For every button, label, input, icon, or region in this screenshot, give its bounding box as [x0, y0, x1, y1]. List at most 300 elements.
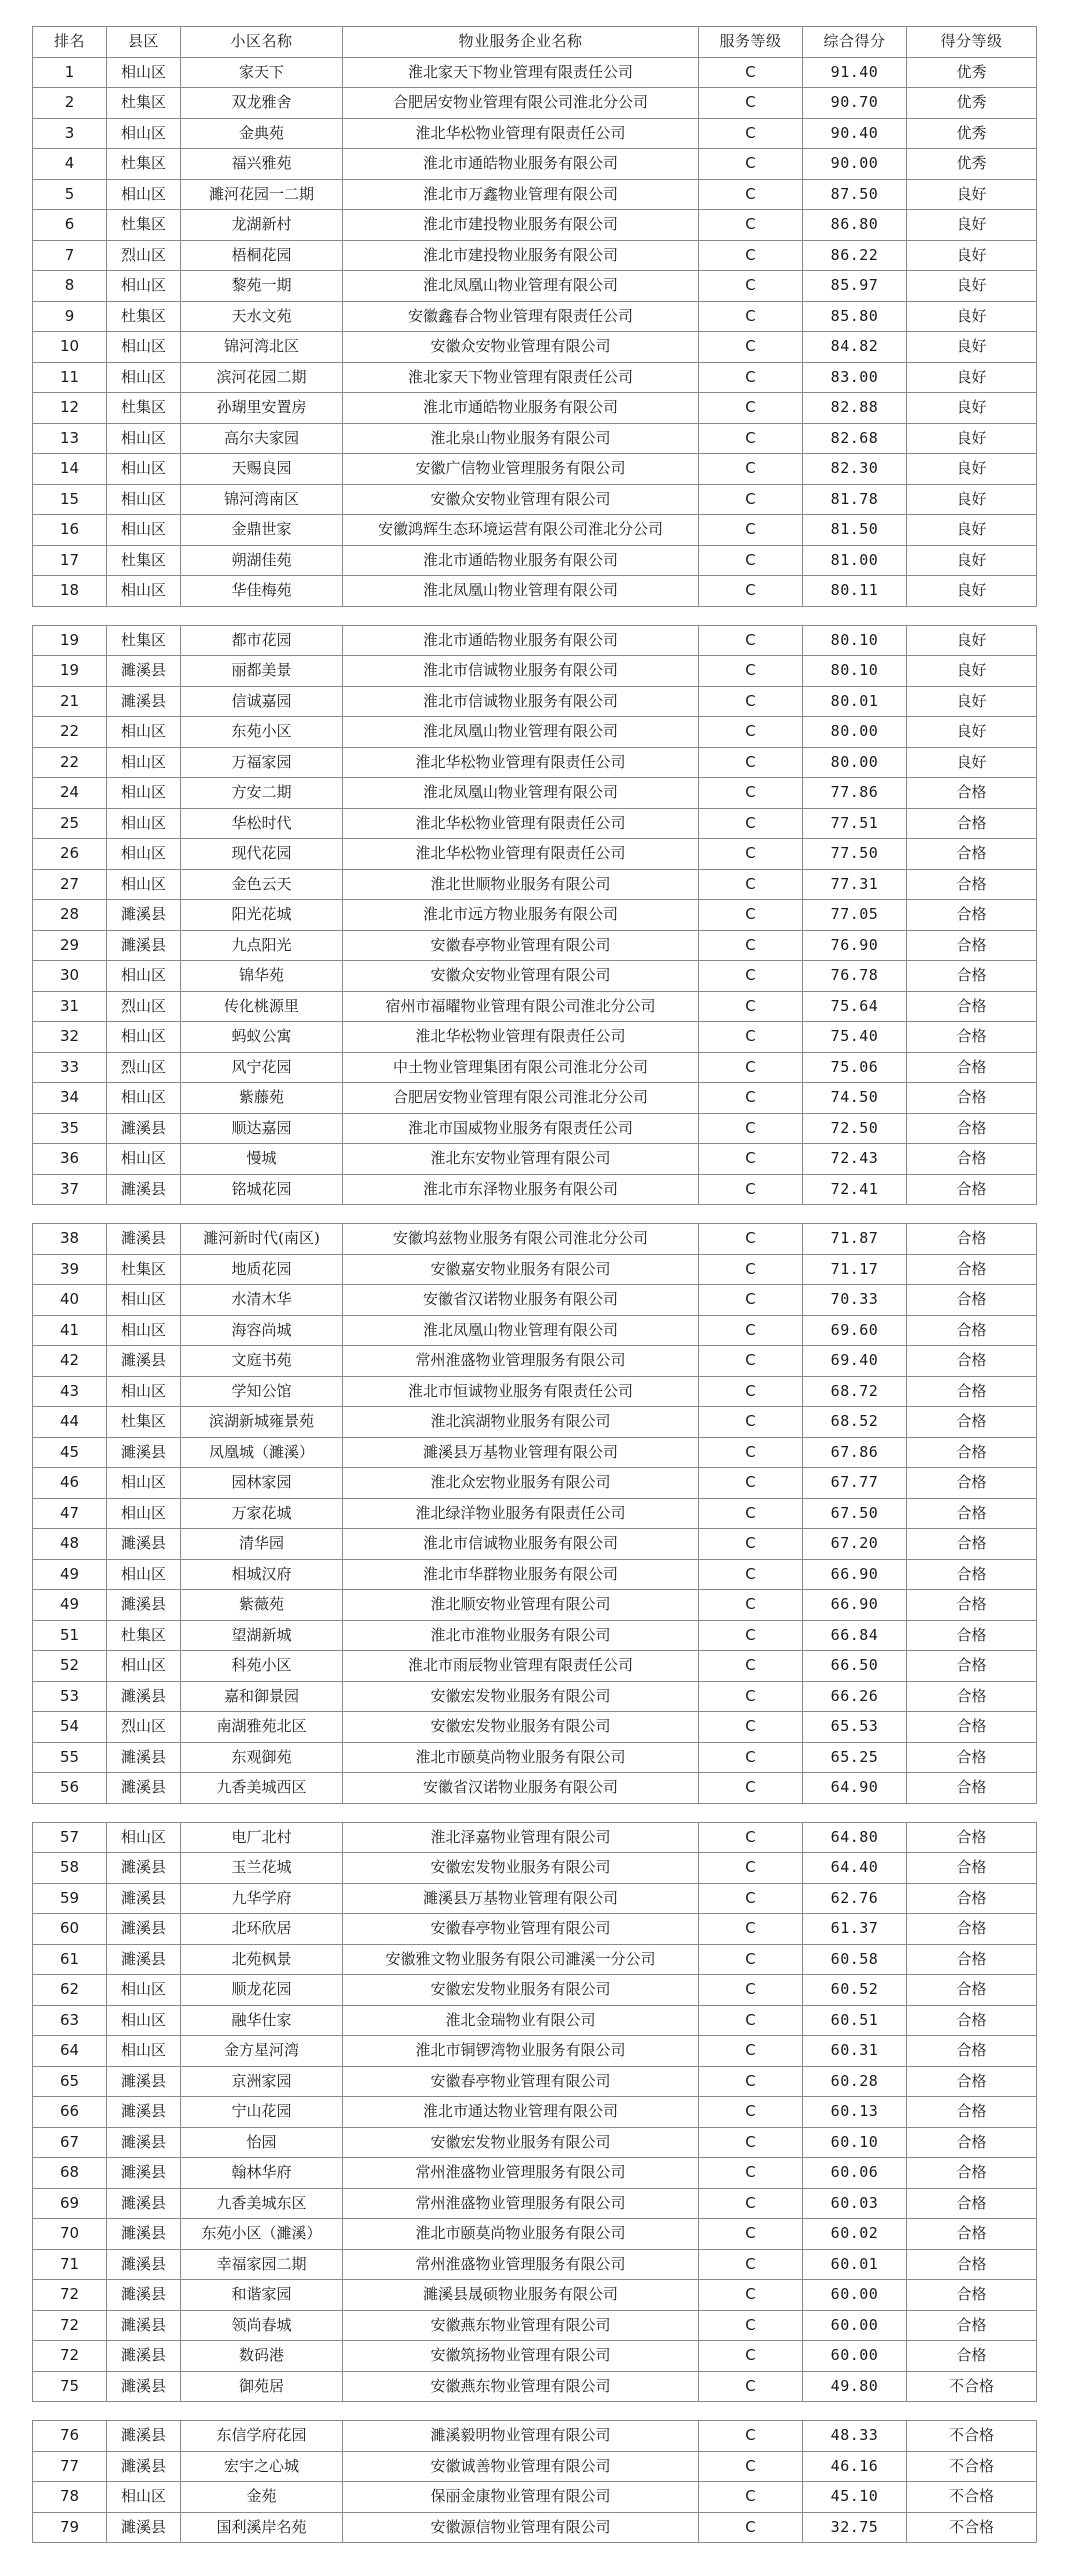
- community-cell: 玉兰花城: [181, 1853, 343, 1884]
- score-cell: 66.84: [803, 1620, 907, 1651]
- district-cell: 相山区: [107, 179, 181, 210]
- grade-cell: 合格: [907, 1174, 1037, 1205]
- community-cell: 文庭书苑: [181, 1346, 343, 1377]
- district-cell: 濉溪县: [107, 930, 181, 961]
- ranking-table-block: [32, 1822, 1037, 2403]
- district-cell: 相山区: [107, 2005, 181, 2036]
- table-row: [33, 686, 1037, 717]
- table-row: [33, 1437, 1037, 1468]
- service-level-cell: C: [699, 2421, 803, 2452]
- community-cell: 海容尚城: [181, 1315, 343, 1346]
- company-cell: 安徽宏发物业服务有限公司: [343, 1681, 699, 1712]
- grade-cell: 不合格: [907, 2371, 1037, 2402]
- grade-cell: 良好: [907, 747, 1037, 778]
- score-cell: 71.17: [803, 1254, 907, 1285]
- score-cell: 67.86: [803, 1437, 907, 1468]
- company-cell: 淮北滨湖物业服务有限公司: [343, 1407, 699, 1438]
- score-cell: 66.90: [803, 1590, 907, 1621]
- district-cell: 相山区: [107, 717, 181, 748]
- table-row: [33, 576, 1037, 607]
- community-cell: 幸福家园二期: [181, 2249, 343, 2280]
- ranking-table-block: [32, 26, 1037, 607]
- score-cell: 77.51: [803, 808, 907, 839]
- grade-cell: 合格: [907, 1853, 1037, 1884]
- rank-cell: 61: [33, 1944, 107, 1975]
- company-cell: 濉溪县晟硕物业服务有限公司: [343, 2280, 699, 2311]
- company-cell: 常州淮盛物业管理服务有限公司: [343, 1346, 699, 1377]
- grade-cell: 良好: [907, 686, 1037, 717]
- community-cell: 华佳梅苑: [181, 576, 343, 607]
- company-cell: 淮北泉山物业服务有限公司: [343, 423, 699, 454]
- table-row: [33, 1498, 1037, 1529]
- community-cell: 滨湖新城雍景苑: [181, 1407, 343, 1438]
- grade-cell: 良好: [907, 301, 1037, 332]
- community-cell: 北苑枫景: [181, 1944, 343, 1975]
- score-cell: 76.90: [803, 930, 907, 961]
- company-cell: 安徽众安物业管理有限公司: [343, 332, 699, 363]
- community-cell: 相城汉府: [181, 1559, 343, 1590]
- rank-cell: 19: [33, 625, 107, 656]
- rank-cell: 70: [33, 2219, 107, 2250]
- company-cell: 淮北市颐莫尚物业服务有限公司: [343, 1742, 699, 1773]
- table-row: [33, 1590, 1037, 1621]
- service-level-cell: C: [699, 2341, 803, 2372]
- grade-cell: 不合格: [907, 2512, 1037, 2543]
- grade-cell: 良好: [907, 625, 1037, 656]
- company-cell: 淮北市淮物业服务有限公司: [343, 1620, 699, 1651]
- grade-cell: 合格: [907, 1681, 1037, 1712]
- district-cell: 濉溪县: [107, 2512, 181, 2543]
- rank-cell: 58: [33, 1853, 107, 1884]
- table-row: [33, 88, 1037, 119]
- company-cell: 合肥居安物业管理有限公司淮北分公司: [343, 1083, 699, 1114]
- score-cell: 66.26: [803, 1681, 907, 1712]
- district-cell: 濉溪县: [107, 1773, 181, 1804]
- district-cell: 相山区: [107, 808, 181, 839]
- rank-cell: 32: [33, 1022, 107, 1053]
- table-row: [33, 301, 1037, 332]
- rank-cell: 55: [33, 1742, 107, 1773]
- community-cell: 和谐家园: [181, 2280, 343, 2311]
- score-cell: 64.40: [803, 1853, 907, 1884]
- rank-cell: 76: [33, 2421, 107, 2452]
- table-row: [33, 118, 1037, 149]
- score-cell: 75.06: [803, 1052, 907, 1083]
- service-level-cell: C: [699, 1254, 803, 1285]
- score-cell: 71.87: [803, 1224, 907, 1255]
- grade-cell: 合格: [907, 1315, 1037, 1346]
- table-row: [33, 2158, 1037, 2189]
- grade-cell: 合格: [907, 1498, 1037, 1529]
- rank-cell: 13: [33, 423, 107, 454]
- district-cell: 相山区: [107, 1822, 181, 1853]
- company-cell: 保丽金康物业管理有限公司: [343, 2482, 699, 2513]
- rank-cell: 62: [33, 1975, 107, 2006]
- company-cell: 安徽宏发物业服务有限公司: [343, 1975, 699, 2006]
- table-row: [33, 1773, 1037, 1804]
- score-header: 综合得分: [803, 27, 907, 58]
- grade-cell: 合格: [907, 1113, 1037, 1144]
- community-cell: 清华园: [181, 1529, 343, 1560]
- table-row: [33, 2249, 1037, 2280]
- block-gap: [32, 1804, 1036, 1822]
- community-cell: 九香美城西区: [181, 1773, 343, 1804]
- community-cell: 锦河湾北区: [181, 332, 343, 363]
- community-cell: 领尚春城: [181, 2310, 343, 2341]
- district-cell: 濉溪县: [107, 2451, 181, 2482]
- service-level-cell: C: [699, 1052, 803, 1083]
- rank-cell: 14: [33, 454, 107, 485]
- district-cell: 杜集区: [107, 1254, 181, 1285]
- service-level-cell: C: [699, 869, 803, 900]
- table-row: [33, 1712, 1037, 1743]
- service-level-cell: C: [699, 57, 803, 88]
- rank-cell: 6: [33, 210, 107, 241]
- district-cell: 濉溪县: [107, 1174, 181, 1205]
- service-level-cell: C: [699, 576, 803, 607]
- score-cell: 60.52: [803, 1975, 907, 2006]
- service-level-cell: C: [699, 2451, 803, 2482]
- community-cell: 双龙雅舍: [181, 88, 343, 119]
- grade-cell: 合格: [907, 1914, 1037, 1945]
- rank-cell: 28: [33, 900, 107, 931]
- table-row: [33, 1822, 1037, 1853]
- service-level-cell: C: [699, 362, 803, 393]
- grade-header: 得分等级: [907, 27, 1037, 58]
- score-cell: 77.86: [803, 778, 907, 809]
- company-cell: 安徽宏发物业服务有限公司: [343, 2127, 699, 2158]
- district-cell: 相山区: [107, 2482, 181, 2513]
- table-row: [33, 454, 1037, 485]
- service-level-cell: C: [699, 210, 803, 241]
- company-cell: 安徽源信物业管理有限公司: [343, 2512, 699, 2543]
- table-row: [33, 1315, 1037, 1346]
- table-row: [33, 930, 1037, 961]
- community-cell: 融华仕家: [181, 2005, 343, 2036]
- grade-cell: 合格: [907, 2097, 1037, 2128]
- table-row: [33, 2036, 1037, 2067]
- grade-cell: 合格: [907, 1285, 1037, 1316]
- company-cell: 淮北东安物业管理有限公司: [343, 1144, 699, 1175]
- grade-cell: 优秀: [907, 118, 1037, 149]
- grade-cell: 不合格: [907, 2451, 1037, 2482]
- score-cell: 72.41: [803, 1174, 907, 1205]
- district-cell: 相山区: [107, 57, 181, 88]
- ranking-table-block: [32, 2420, 1037, 2543]
- service-level-cell: C: [699, 1022, 803, 1053]
- rank-cell: 77: [33, 2451, 107, 2482]
- district-cell: 相山区: [107, 118, 181, 149]
- company-cell: 淮北市通皓物业服务有限公司: [343, 545, 699, 576]
- table-row: [33, 2482, 1037, 2513]
- grade-cell: 合格: [907, 1052, 1037, 1083]
- grade-cell: 良好: [907, 271, 1037, 302]
- service-level-cell: C: [699, 1468, 803, 1499]
- table-row: [33, 2219, 1037, 2250]
- company-cell: 淮北华松物业管理有限责任公司: [343, 839, 699, 870]
- service-level-cell: C: [699, 2280, 803, 2311]
- grade-cell: 合格: [907, 2219, 1037, 2250]
- district-cell: 濉溪县: [107, 2421, 181, 2452]
- score-cell: 68.52: [803, 1407, 907, 1438]
- service-level-cell: C: [699, 1113, 803, 1144]
- ranking-sheet: [32, 26, 1036, 2543]
- district-cell: 杜集区: [107, 545, 181, 576]
- table-row: [33, 2512, 1037, 2543]
- rank-cell: 72: [33, 2280, 107, 2311]
- table-row: [33, 2421, 1037, 2452]
- service-level-cell: C: [699, 1144, 803, 1175]
- rank-cell: 48: [33, 1529, 107, 1560]
- score-cell: 60.06: [803, 2158, 907, 2189]
- community-cell: 铭城花园: [181, 1174, 343, 1205]
- district-cell: 相山区: [107, 778, 181, 809]
- service-level-cell: C: [699, 2310, 803, 2341]
- service-level-cell: C: [699, 686, 803, 717]
- table-row: [33, 2280, 1037, 2311]
- rank-cell: 53: [33, 1681, 107, 1712]
- district-cell: 濉溪县: [107, 2097, 181, 2128]
- table-row: [33, 1376, 1037, 1407]
- score-cell: 72.50: [803, 1113, 907, 1144]
- rank-cell: 2: [33, 88, 107, 119]
- company-cell: 淮北泽嘉物业管理有限公司: [343, 1822, 699, 1853]
- company-cell: 濉溪县万基物业管理有限公司: [343, 1883, 699, 1914]
- score-cell: 90.70: [803, 88, 907, 119]
- service-level-cell: C: [699, 1529, 803, 1560]
- grade-cell: 合格: [907, 2127, 1037, 2158]
- company-cell: 安徽宏发物业服务有限公司: [343, 1712, 699, 1743]
- community-cell: 锦华苑: [181, 961, 343, 992]
- rank-cell: 63: [33, 2005, 107, 2036]
- district-cell: 濉溪县: [107, 1529, 181, 1560]
- score-cell: 60.02: [803, 2219, 907, 2250]
- grade-cell: 优秀: [907, 57, 1037, 88]
- grade-cell: 不合格: [907, 2421, 1037, 2452]
- service-level-cell: C: [699, 1620, 803, 1651]
- table-row: [33, 2005, 1037, 2036]
- score-cell: 77.31: [803, 869, 907, 900]
- grade-cell: 合格: [907, 900, 1037, 931]
- company-cell: 淮北家天下物业管理有限责任公司: [343, 362, 699, 393]
- company-cell: 常州淮盛物业管理服务有限公司: [343, 2249, 699, 2280]
- company-cell: 淮北市国威物业服务有限责任公司: [343, 1113, 699, 1144]
- score-cell: 83.00: [803, 362, 907, 393]
- table-row: [33, 1022, 1037, 1053]
- rank-cell: 75: [33, 2371, 107, 2402]
- score-cell: 48.33: [803, 2421, 907, 2452]
- community-cell: 金色云天: [181, 869, 343, 900]
- service-level-cell: C: [699, 1883, 803, 1914]
- district-cell: 相山区: [107, 1975, 181, 2006]
- score-cell: 85.80: [803, 301, 907, 332]
- rank-cell: 45: [33, 1437, 107, 1468]
- rank-cell: 69: [33, 2188, 107, 2219]
- district-cell: 濉溪县: [107, 900, 181, 931]
- service-level-cell: C: [699, 301, 803, 332]
- community-cell: 宏宇之心城: [181, 2451, 343, 2482]
- grade-cell: 良好: [907, 332, 1037, 363]
- service-level-cell: C: [699, 808, 803, 839]
- service-level-cell: C: [699, 1315, 803, 1346]
- district-cell: 濉溪县: [107, 2310, 181, 2341]
- grade-cell: 合格: [907, 1376, 1037, 1407]
- service-level-cell: C: [699, 747, 803, 778]
- service-level-cell: C: [699, 484, 803, 515]
- service-level-cell: C: [699, 991, 803, 1022]
- score-cell: 82.68: [803, 423, 907, 454]
- score-cell: 81.78: [803, 484, 907, 515]
- community-cell: 顺龙花园: [181, 1975, 343, 2006]
- district-cell: 烈山区: [107, 1712, 181, 1743]
- service-level-cell: C: [699, 2219, 803, 2250]
- company-cell: 淮北凤凰山物业管理有限公司: [343, 778, 699, 809]
- community-cell: 风宁花园: [181, 1052, 343, 1083]
- table-row: [33, 1883, 1037, 1914]
- score-cell: 80.01: [803, 686, 907, 717]
- company-header: 物业服务企业名称: [343, 27, 699, 58]
- service-level-cell: C: [699, 1742, 803, 1773]
- community-cell: 翰林华府: [181, 2158, 343, 2189]
- company-cell: 淮北绿洋物业服务有限责任公司: [343, 1498, 699, 1529]
- company-cell: 淮北市通皓物业服务有限公司: [343, 393, 699, 424]
- district-cell: 濉溪县: [107, 1681, 181, 1712]
- district-cell: 相山区: [107, 362, 181, 393]
- table-row: [33, 393, 1037, 424]
- district-cell: 相山区: [107, 1022, 181, 1053]
- table-row: [33, 1407, 1037, 1438]
- table-row: [33, 2097, 1037, 2128]
- grade-cell: 良好: [907, 576, 1037, 607]
- grade-cell: 合格: [907, 1559, 1037, 1590]
- company-cell: 淮北华松物业管理有限责任公司: [343, 808, 699, 839]
- score-cell: 61.37: [803, 1914, 907, 1945]
- rank-cell: 47: [33, 1498, 107, 1529]
- district-cell: 濉溪县: [107, 2127, 181, 2158]
- district-cell: 相山区: [107, 961, 181, 992]
- table-row: [33, 656, 1037, 687]
- table-row: [33, 1681, 1037, 1712]
- district-cell: 相山区: [107, 1498, 181, 1529]
- grade-cell: 合格: [907, 1742, 1037, 1773]
- grade-cell: 合格: [907, 2005, 1037, 2036]
- grade-cell: 合格: [907, 2280, 1037, 2311]
- score-cell: 69.40: [803, 1346, 907, 1377]
- district-cell: 杜集区: [107, 301, 181, 332]
- score-cell: 60.00: [803, 2310, 907, 2341]
- service-level-cell: C: [699, 1224, 803, 1255]
- grade-cell: 良好: [907, 484, 1037, 515]
- community-cell: 蚂蚁公寓: [181, 1022, 343, 1053]
- community-cell: 都市花园: [181, 625, 343, 656]
- district-cell: 濉溪县: [107, 2249, 181, 2280]
- rank-cell: 16: [33, 515, 107, 546]
- table-row: [33, 961, 1037, 992]
- grade-cell: 合格: [907, 1468, 1037, 1499]
- service-level-cell: C: [699, 393, 803, 424]
- score-cell: 64.90: [803, 1773, 907, 1804]
- district-cell: 杜集区: [107, 1407, 181, 1438]
- grade-cell: 合格: [907, 1975, 1037, 2006]
- score-cell: 81.50: [803, 515, 907, 546]
- service-level-cell: C: [699, 1174, 803, 1205]
- table-row: [33, 271, 1037, 302]
- grade-cell: 合格: [907, 1144, 1037, 1175]
- score-cell: 60.13: [803, 2097, 907, 2128]
- district-cell: 濉溪县: [107, 686, 181, 717]
- service-level-cell: C: [699, 778, 803, 809]
- district-cell: 濉溪县: [107, 2371, 181, 2402]
- district-cell: 濉溪县: [107, 2219, 181, 2250]
- score-cell: 77.05: [803, 900, 907, 931]
- grade-cell: 良好: [907, 362, 1037, 393]
- rank-cell: 49: [33, 1559, 107, 1590]
- score-cell: 85.97: [803, 271, 907, 302]
- service-level-cell: C: [699, 515, 803, 546]
- service-level-cell: C: [699, 1498, 803, 1529]
- community-cell: 怡园: [181, 2127, 343, 2158]
- service-level-cell: C: [699, 2512, 803, 2543]
- rank-cell: 41: [33, 1315, 107, 1346]
- score-cell: 86.80: [803, 210, 907, 241]
- district-header: 县区: [107, 27, 181, 58]
- company-cell: 淮北市建投物业服务有限公司: [343, 240, 699, 271]
- district-cell: 相山区: [107, 839, 181, 870]
- score-cell: 62.76: [803, 1883, 907, 1914]
- rank-cell: 4: [33, 149, 107, 180]
- service-level-cell: C: [699, 1651, 803, 1682]
- table-row: [33, 1853, 1037, 1884]
- service-level-cell: C: [699, 717, 803, 748]
- grade-cell: 合格: [907, 2158, 1037, 2189]
- rank-cell: 78: [33, 2482, 107, 2513]
- table-row: [33, 1914, 1037, 1945]
- community-cell: 学知公馆: [181, 1376, 343, 1407]
- table-row: [33, 717, 1037, 748]
- score-cell: 67.50: [803, 1498, 907, 1529]
- district-cell: 濉溪县: [107, 2188, 181, 2219]
- service-level-cell: C: [699, 1944, 803, 1975]
- score-cell: 60.01: [803, 2249, 907, 2280]
- district-cell: 濉溪县: [107, 1883, 181, 1914]
- community-cell: 阳光花城: [181, 900, 343, 931]
- community-cell: 传化桃源里: [181, 991, 343, 1022]
- community-cell: 嘉和御景园: [181, 1681, 343, 1712]
- score-cell: 60.58: [803, 1944, 907, 1975]
- grade-cell: 良好: [907, 210, 1037, 241]
- company-cell: 安徽春亭物业管理有限公司: [343, 930, 699, 961]
- company-cell: 淮北华松物业管理有限责任公司: [343, 118, 699, 149]
- table-row: [33, 1346, 1037, 1377]
- district-cell: 濉溪县: [107, 2280, 181, 2311]
- community-cell: 濉河花园一二期: [181, 179, 343, 210]
- grade-cell: 合格: [907, 1822, 1037, 1853]
- district-cell: 相山区: [107, 1285, 181, 1316]
- rank-cell: 25: [33, 808, 107, 839]
- table-row: [33, 869, 1037, 900]
- table-row: [33, 2451, 1037, 2482]
- company-cell: 常州淮盛物业管理服务有限公司: [343, 2188, 699, 2219]
- grade-cell: 合格: [907, 1254, 1037, 1285]
- table-row: [33, 149, 1037, 180]
- rank-cell: 51: [33, 1620, 107, 1651]
- company-cell: 淮北市信诚物业服务有限公司: [343, 1529, 699, 1560]
- ranking-table-block: [32, 1223, 1037, 1804]
- rank-cell: 22: [33, 717, 107, 748]
- table-row: [33, 484, 1037, 515]
- rank-cell: 71: [33, 2249, 107, 2280]
- service-level-cell: C: [699, 240, 803, 271]
